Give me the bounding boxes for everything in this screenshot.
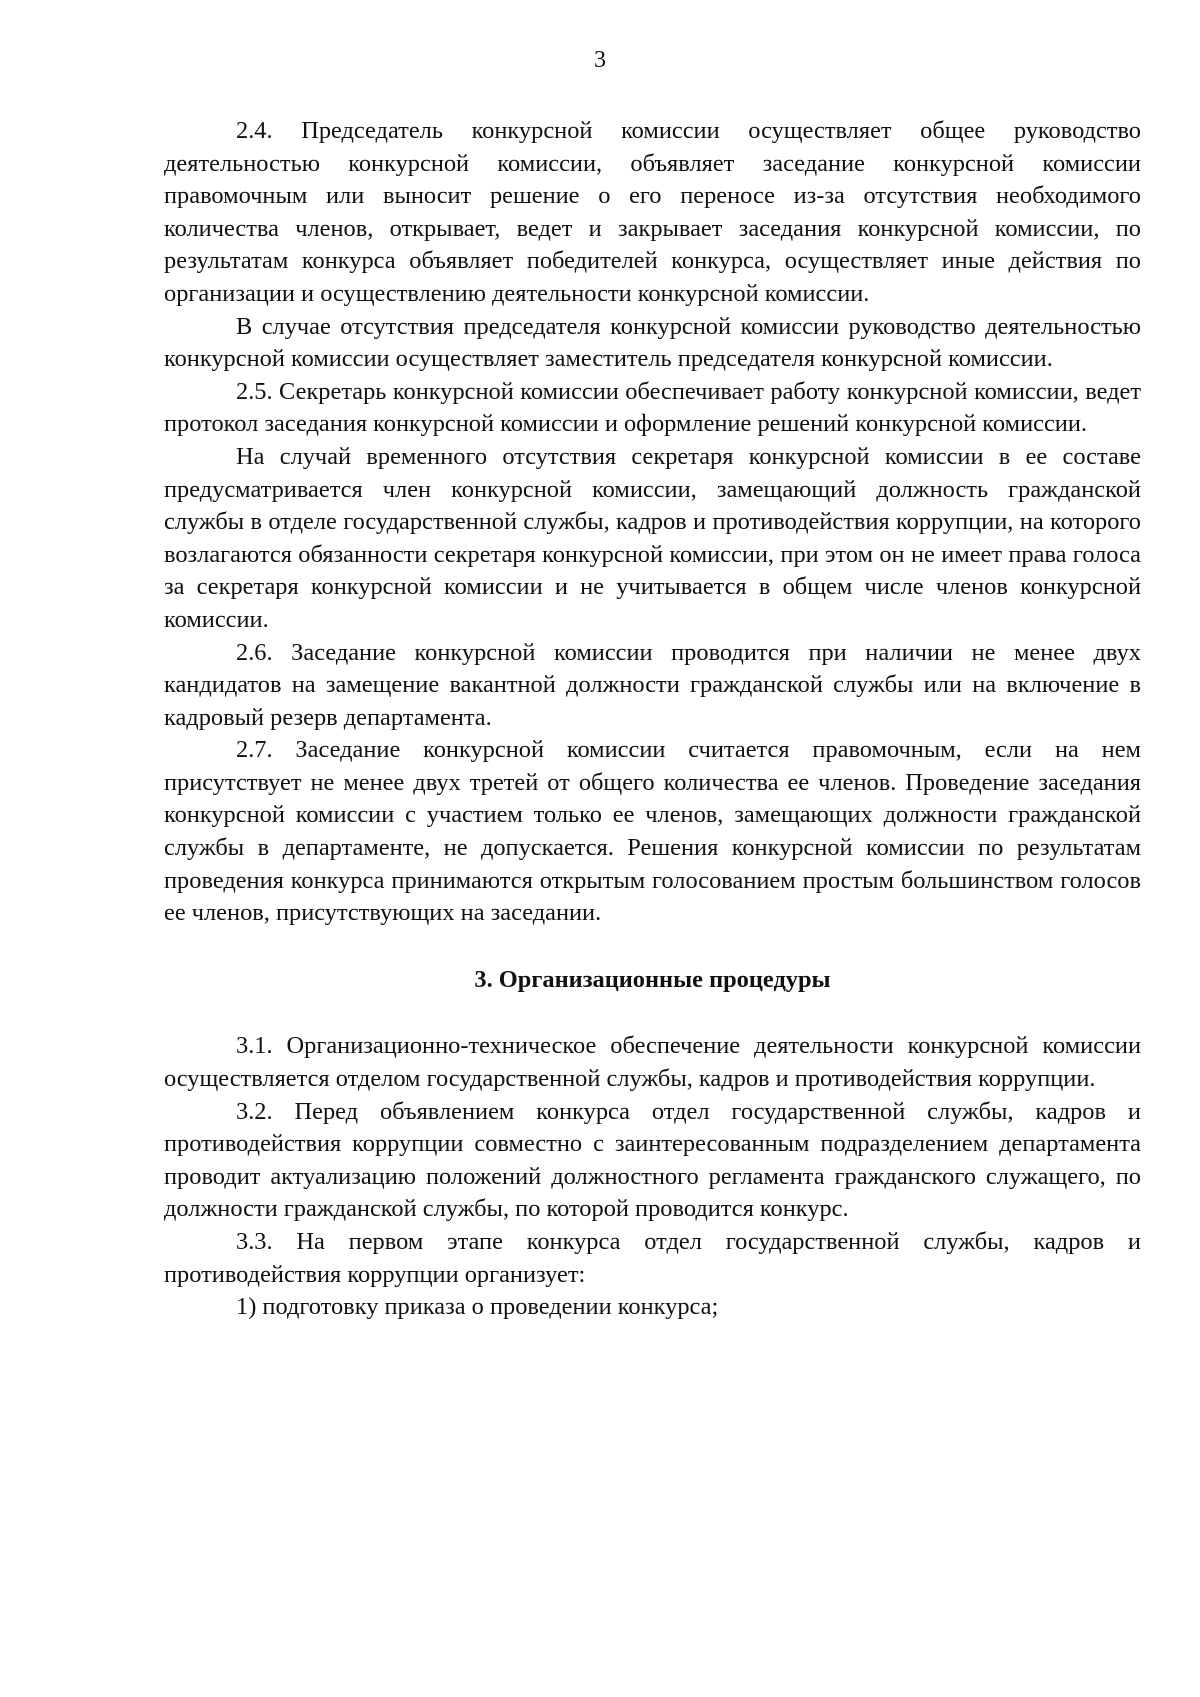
paragraph-2-6: 2.6. Заседание конкурсной комиссии проводится при наличии не менее двух кандидатов на замещение вакантной должности гражданской службы или на включение в кадровый резерв департамента.	[164, 638, 1141, 731]
paragraph-2-7: 2.7. Заседание конкурсной комиссии считается правомочным, если на нем присутствует не менее двух третей от общего количества ее членов. Проведение заседания конкурсной комиссии с участием только ее членов, замещающих должности гражданской службы в департаменте, не допускается. Решения конкурсной комиссии по результатам проведения конкурса принимаются открытым голосованием простым большинством голосов ее членов, присутствующих на заседании.	[164, 736, 1141, 927]
paragraph-2-4-substitute: В случае отсутствия председателя конкурсной комиссии руководство деятельностью конкурсной комиссии осуществляет заместитель председателя конкурсной комиссии.	[164, 312, 1141, 373]
paragraph-2-5: 2.5. Секретарь конкурсной комиссии обеспечивает работу конкурсной комиссии, ведет протокол заседания конкурсной комиссии и оформление решений конкурсной комиссии.	[164, 377, 1141, 438]
paragraph-3-2: 3.2. Перед объявлением конкурса отдел государственной службы, кадров и противодействия коррупции совместно с заинтересованным подразделением департамента проводит актуализацию положений должностного регламента гражданского служащего, по должности гражданской службы, по которой проводится конкурс.	[164, 1097, 1141, 1223]
page-number: 3	[594, 47, 606, 73]
paragraph-3-1: 3.1. Организационно-техническое обеспечение деятельности конкурсной комиссии осуществляется отделом государственной службы, кадров и противодействия коррупции.	[164, 1032, 1141, 1093]
paragraph-2-5-secretary-absence: На случай временного отсутствия секретаря конкурсной комиссии в ее составе предусматривается член конкурсной комиссии, замещающий должность гражданской службы в отделе государственной службы, кадров и противодействия коррупции, на которого возлагаются обязанности секретаря конкурсной комиссии, при этом он не имеет права голоса за секретаря конкурсной комиссии и не учитывается в общем числе членов конкурсной комиссии.	[164, 442, 1141, 633]
section-heading: 3. Организационные процедуры	[474, 965, 831, 993]
document-body	[164, 115, 1141, 1324]
paragraph-3-3: 3.3. На первом этапе конкурса отдел государственной службы, кадров и противодействия коррупции организует:	[164, 1228, 1141, 1288]
list-item: 1) подготовку приказа о проведении конкурса;	[236, 1293, 719, 1321]
paragraph-2-4: 2.4. Председатель конкурсной комиссии осуществляет общее руководство деятельностью конкурсной комиссии, объявляет заседание конкурсной комиссии правомочным или выносит решение о его переносе из-за отсутствия необходимого количества членов, открывает, ведет и закрывает заседания конкурсной комиссии, по результатам конкурса объявляет победителей конкурса, осуществляет иные действия по организации и осуществлению деятельности конкурсной комиссии.	[164, 117, 1141, 307]
